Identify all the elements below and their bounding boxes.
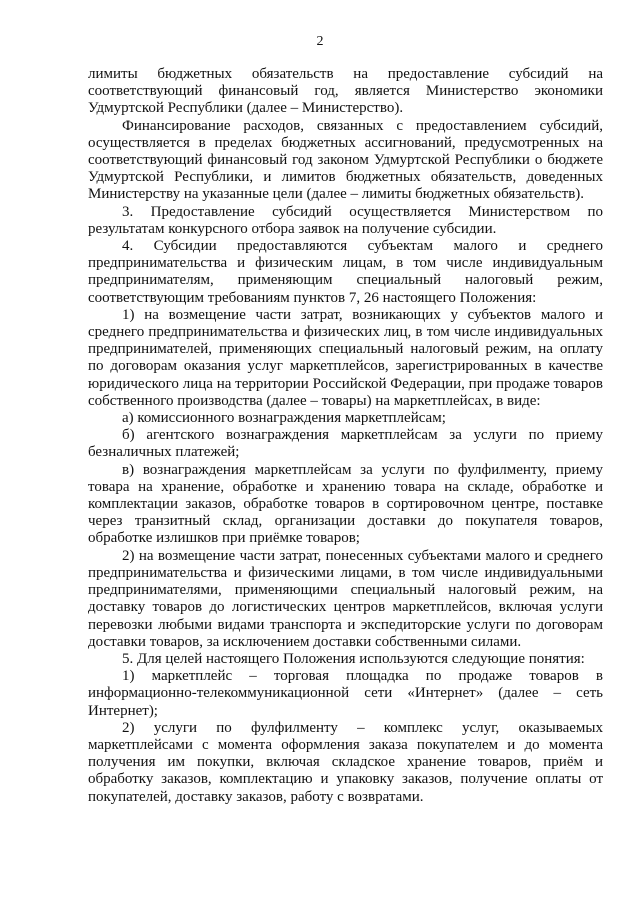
paragraph-subitem-2: 2) на возмещение части затрат, понесенных субъектами малого и среднего предпринимательства и физическими лицами, в том числе индивидуальными предпринимателями, применяющими специальный налоговый режим, на доставку товаров до логистических центров маркетплейсов, включая услуги перевозки любыми видами транспорта и экспедиторские услуги по договорам доставки товаров, за исключением доставки собственными силами.: [88, 547, 603, 650]
page-number: 2: [316, 34, 324, 49]
document-body: [88, 66, 603, 806]
paragraph-subitem-b: б) агентского вознаграждения маркетплейсам за услуги по приему безналичных платежей;: [88, 427, 603, 461]
paragraph-subitem-1: 1) на возмещение части затрат, возникающих у субъектов малого и среднего предпринимательства и физических лиц, в том числе индивидуальных предпринимателей, применяющих специальный налоговый режим, на оплату по договорам оказания услуг маркетплейсов, зарегистрированных в качестве юридического лица на территории Российской Федерации, при продаже товаров собственного производства (далее – товары) на маркетплейсах, в виде:: [88, 306, 603, 409]
paragraph-subitem-v: в) вознаграждения маркетплейсам за услуги по фулфилменту, приему товара на хранение, обработке и хранению товара на складе, обработке и комплектации заказов, обработке товаров в сортировочном центре, поставке через транзитный склад, организации доставки до покупателя товаров, обработке излишков при приёмке товаров;: [88, 461, 603, 547]
paragraph-item-3: 3. Предоставление субсидий осуществляется Министерством по результатам конкурсного отбора заявок на получение субсидии.: [88, 203, 603, 237]
paragraph-continuation: лимиты бюджетных обязательств на предоставление субсидий на соответствующий финансовый год, является Министерство экономики Удмуртской Республики (далее – Министерство).: [88, 66, 603, 117]
paragraph-definition-fulfillment: 2) услуги по фулфилменту – комплекс услуг, оказываемых маркетплейсами с момента оформления заказа покупателем и до момента получения им покупки, включая складское хранение товаров, приём и обработку заказов, комплектацию и упаковку заказов, получение оплаты от покупателей, доставку заказов, работу с возвратами.: [88, 719, 603, 805]
paragraph-item-4: 4. Субсидии предоставляются субъектам малого и среднего предпринимательства и физическим лицам, в том числе индивидуальным предпринимателям, применяющим специальный налоговый режим, соответствующим требованиям пунктов 7, 26 настоящего Положения:: [88, 238, 603, 306]
paragraph-subitem-a: а) комиссионного вознаграждения маркетплейсам;: [122, 410, 446, 427]
paragraph-item-5: 5. Для целей настоящего Положения используются следующие понятия:: [122, 650, 585, 667]
paragraph-financing: Финансирование расходов, связанных с предоставлением субсидий, осуществляется в пределах бюджетных ассигнований, предусмотренных на соответствующий финансовый год законом Удмуртской Республики о бюджете Удмуртской Республики, и лимитов бюджетных обязательств, доведенных Министерству на указанные цели (далее – лимиты бюджетных обязательств).: [88, 117, 603, 203]
paragraph-definition-marketplace: 1) маркетплейс – торговая площадка по продаже товаров в информационно-телекоммуникационной сети «Интернет» (далее – сеть Интернет);: [88, 668, 603, 719]
